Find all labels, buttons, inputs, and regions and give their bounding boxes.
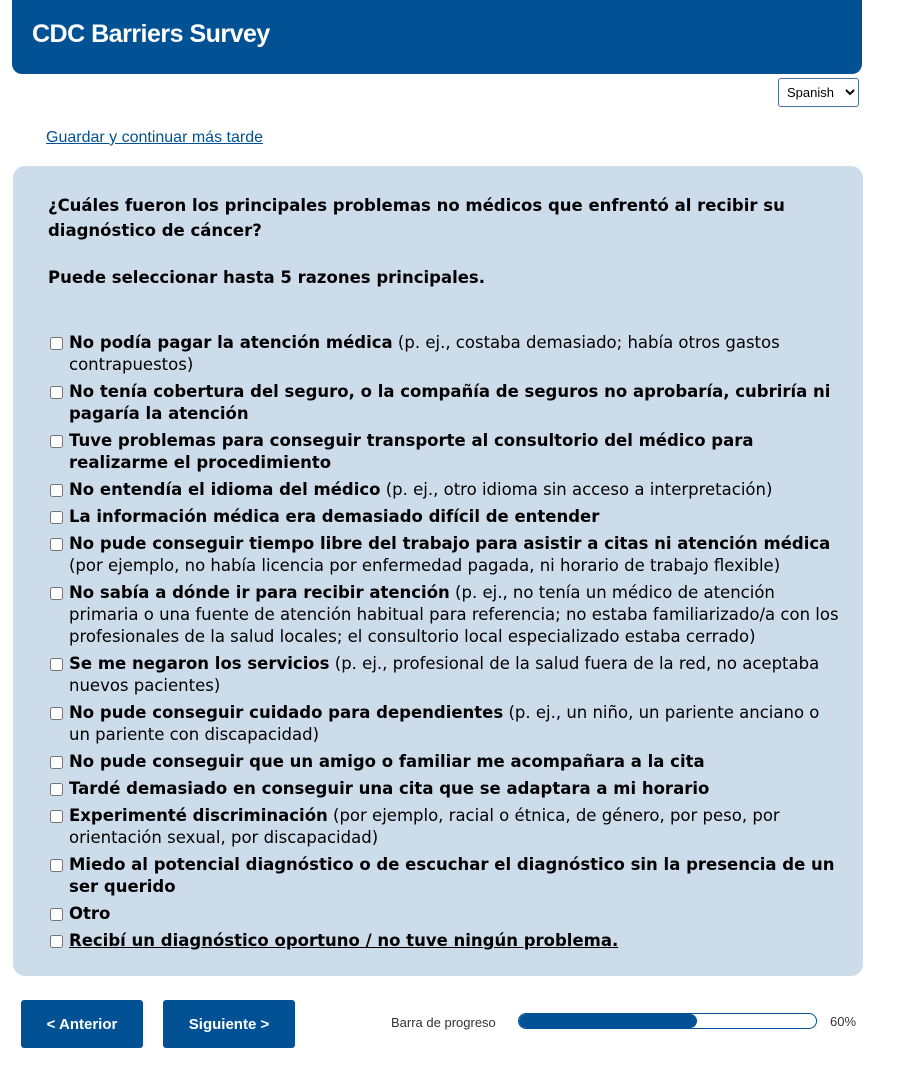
progress-fill xyxy=(519,1014,697,1028)
option-label-bold: No pude conseguir cuidado para dependientes xyxy=(69,703,504,722)
option-label[interactable] xyxy=(69,533,840,577)
option-label[interactable] xyxy=(69,479,772,501)
previous-button[interactable]: < Anterior xyxy=(21,1000,143,1048)
option-label[interactable] xyxy=(69,854,840,898)
option-item[interactable] xyxy=(50,506,840,528)
app-title: CDC Barriers Survey xyxy=(32,20,270,48)
option-checkbox[interactable] xyxy=(50,337,63,350)
option-label-detail: (por ejemplo, racial o étnica, de género, por peso, por orientación sexual, por discapacidad) xyxy=(69,806,780,847)
option-label-bold: No sabía a dónde ir para recibir atención xyxy=(69,583,450,602)
option-label[interactable] xyxy=(69,381,840,425)
question-instruction: Puede seleccionar hasta 5 razones principales. xyxy=(48,268,486,287)
option-label[interactable] xyxy=(69,778,709,800)
question-text: ¿Cuáles fueron los principales problemas no médicos que enfrentó al recibir su diagnóstico de cáncer? xyxy=(48,196,785,240)
option-checkbox[interactable] xyxy=(50,756,63,769)
option-checkbox[interactable] xyxy=(50,386,63,399)
option-checkbox[interactable] xyxy=(50,484,63,497)
option-label-bold: Miedo al potencial diagnóstico o de escuchar el diagnóstico sin la presencia de un ser querido xyxy=(69,855,835,896)
option-item[interactable] xyxy=(50,778,840,800)
progress-bar xyxy=(518,1013,817,1029)
option-item[interactable] xyxy=(50,805,840,849)
language-select[interactable] xyxy=(778,78,859,107)
progress-label: Barra de progreso xyxy=(391,1015,496,1030)
option-label[interactable] xyxy=(69,332,840,376)
option-label[interactable] xyxy=(69,903,110,925)
option-label-bold: No pude conseguir que un amigo o familiar me acompañara a la cita xyxy=(69,752,705,771)
option-checkbox[interactable] xyxy=(50,707,63,720)
option-label-bold: No pude conseguir tiempo libre del trabajo para asistir a citas ni atención médica xyxy=(69,534,831,553)
option-item[interactable] xyxy=(50,903,840,925)
save-continue-later-link[interactable]: Guardar y continuar más tarde xyxy=(46,129,263,146)
option-label-bold: Tardé demasiado en conseguir una cita que se adaptara a mi horario xyxy=(69,779,710,798)
option-checkbox[interactable] xyxy=(50,538,63,551)
option-label-bold: La información médica era demasiado difícil de entender xyxy=(69,507,600,526)
option-item[interactable] xyxy=(50,653,840,697)
option-label-detail: (p. ej., costaba demasiado; había otros gastos contrapuestos) xyxy=(69,333,780,374)
option-label-bold: Experimenté discriminación xyxy=(69,806,328,825)
option-item[interactable] xyxy=(50,702,840,746)
option-label-bold: Tuve problemas para conseguir transporte al consultorio del médico para realizarme el procedimiento xyxy=(69,431,754,472)
option-label-detail: (por ejemplo, no había licencia por enfermedad pagada, ni horario de trabajo flexible) xyxy=(69,556,781,575)
option-item[interactable] xyxy=(50,930,840,952)
option-label-detail: (p. ej., un niño, un pariente anciano o un pariente con discapacidad) xyxy=(69,703,820,744)
option-checkbox[interactable] xyxy=(50,935,63,948)
options-list xyxy=(50,332,840,957)
option-item[interactable] xyxy=(50,381,840,425)
option-label[interactable] xyxy=(69,653,840,697)
option-label-bold: Se me negaron los servicios xyxy=(69,654,330,673)
option-item[interactable] xyxy=(50,332,840,376)
question-panel xyxy=(13,166,863,976)
option-checkbox[interactable] xyxy=(50,511,63,524)
option-label-detail: (p. ej., otro idioma sin acceso a interpretación) xyxy=(380,480,773,499)
option-label[interactable] xyxy=(69,506,599,528)
option-label[interactable] xyxy=(69,430,840,474)
option-checkbox[interactable] xyxy=(50,859,63,872)
option-item[interactable] xyxy=(50,582,840,648)
option-item[interactable] xyxy=(50,854,840,898)
progress-percent: 60% xyxy=(830,1014,857,1029)
option-label-bold: Recibí un diagnóstico oportuno / no tuve ningún problema. xyxy=(69,931,619,950)
option-label[interactable] xyxy=(69,751,705,773)
next-button[interactable]: Siguiente > xyxy=(163,1000,295,1048)
option-label[interactable] xyxy=(69,702,840,746)
option-label-bold: No entendía el idioma del médico xyxy=(69,480,381,499)
option-checkbox[interactable] xyxy=(50,435,63,448)
option-item[interactable] xyxy=(50,479,840,501)
option-checkbox[interactable] xyxy=(50,810,63,823)
option-label[interactable] xyxy=(69,582,840,648)
option-item[interactable] xyxy=(50,751,840,773)
option-checkbox[interactable] xyxy=(50,908,63,921)
option-label-bold: No podía pagar la atención médica xyxy=(69,333,393,352)
option-label[interactable] xyxy=(69,805,840,849)
option-label-bold: Otro xyxy=(69,904,111,923)
option-checkbox[interactable] xyxy=(50,587,63,600)
option-label-detail: (p. ej., no tenía un médico de atención primaria o una fuente de atención habitual para referencia; no estaba familiarizado/a con los profesionales de la salud locales; el consultorio local especializado estaba cerrado) xyxy=(69,583,839,646)
option-label-bold: No tenía cobertura del seguro, o la compañía de seguros no aprobaría, cubriría ni pagaría la atención xyxy=(69,382,831,423)
app-header xyxy=(12,0,862,74)
option-checkbox[interactable] xyxy=(50,783,63,796)
option-label[interactable] xyxy=(69,930,618,952)
option-item[interactable] xyxy=(50,430,840,474)
option-item[interactable] xyxy=(50,533,840,577)
option-checkbox[interactable] xyxy=(50,658,63,671)
option-label-detail: (p. ej., profesional de la salud fuera de la red, no aceptaba nuevos pacientes) xyxy=(69,654,820,695)
